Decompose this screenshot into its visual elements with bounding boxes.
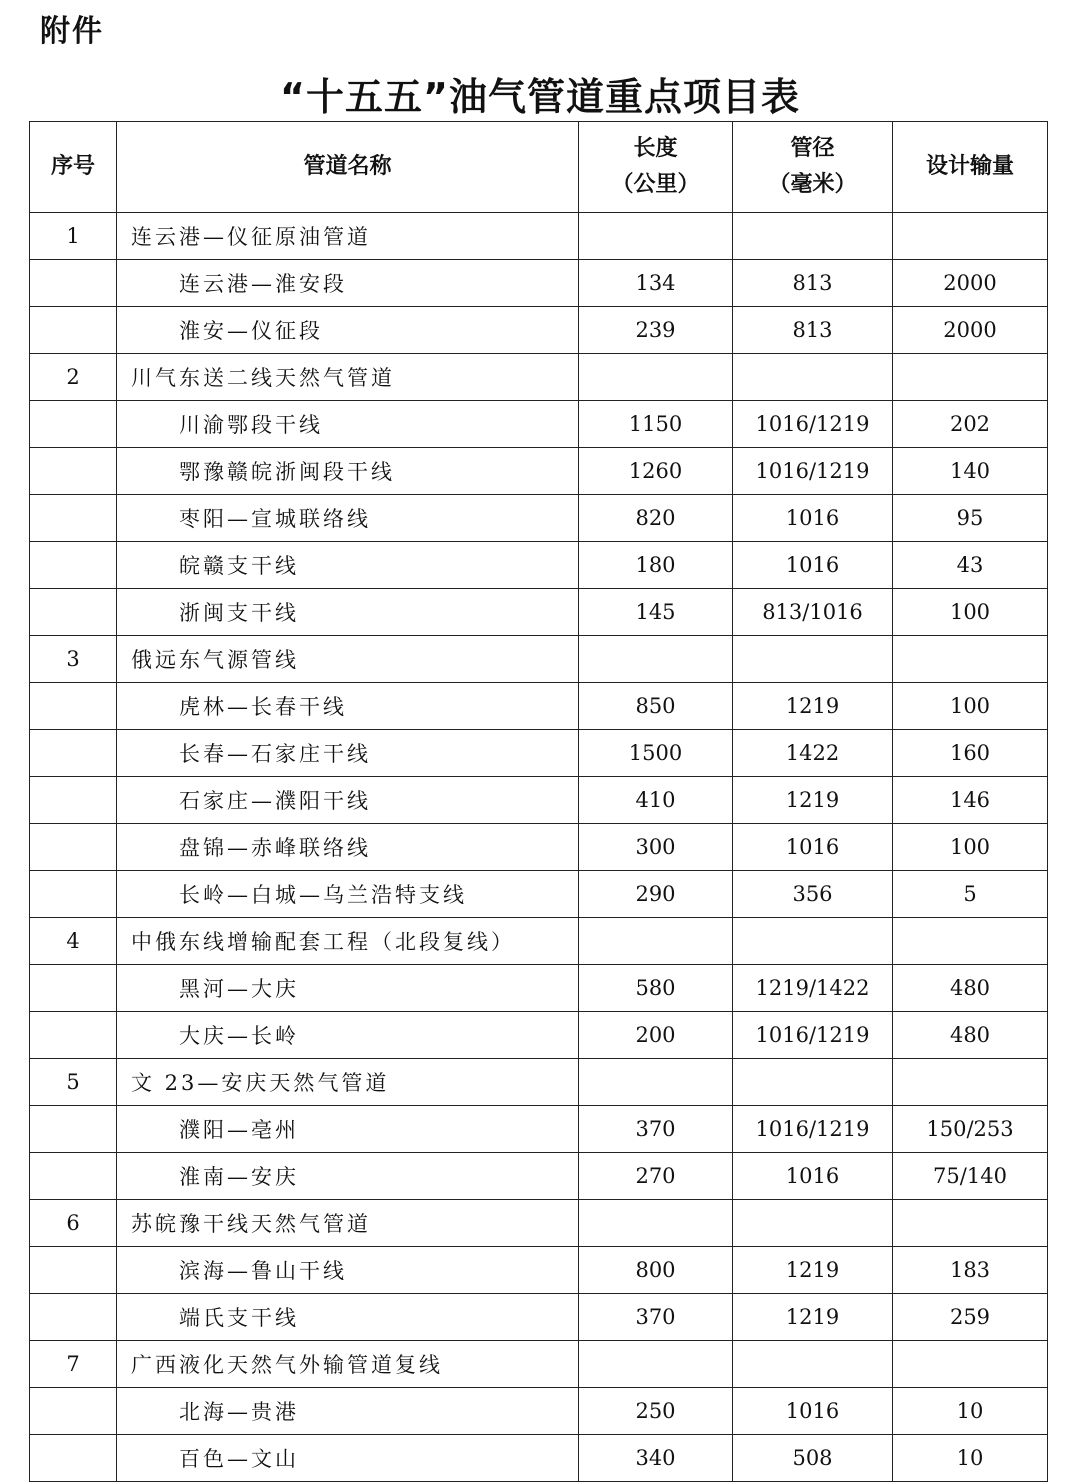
cell-length: 145	[579, 589, 733, 636]
cell-diameter	[733, 1200, 893, 1247]
pipeline-projects-table	[29, 121, 1048, 1482]
cell-no	[30, 542, 117, 589]
header-diameter	[733, 122, 893, 213]
table-row-group	[30, 636, 1048, 683]
cell-no	[30, 965, 117, 1012]
cell-pipeline-name: 淮南—安庆	[117, 1153, 579, 1200]
cell-capacity	[893, 1059, 1048, 1106]
cell-pipeline-name: 滨海—鲁山干线	[117, 1247, 579, 1294]
cell-length: 370	[579, 1106, 733, 1153]
cell-diameter: 1016/1219	[733, 401, 893, 448]
cell-pipeline-name: 连云港—仪征原油管道	[117, 213, 579, 260]
cell-no	[30, 1247, 117, 1294]
attachment-label: 附件	[40, 14, 104, 49]
header-length-unit: （公里）	[611, 172, 700, 197]
table-body	[30, 213, 1048, 1482]
cell-no	[30, 307, 117, 354]
cell-pipeline-name: 端氏支干线	[117, 1294, 579, 1341]
cell-pipeline-name: 淮安—仪征段	[117, 307, 579, 354]
cell-pipeline-name: 广西液化天然气外输管道复线	[117, 1341, 579, 1388]
cell-length	[579, 1200, 733, 1247]
cell-no	[30, 495, 117, 542]
cell-capacity: 100	[893, 589, 1048, 636]
table-row	[30, 542, 1048, 589]
table-row	[30, 1435, 1048, 1482]
cell-pipeline-name: 连云港—淮安段	[117, 260, 579, 307]
cell-no	[30, 448, 117, 495]
cell-length: 300	[579, 824, 733, 871]
cell-diameter	[733, 918, 893, 965]
cell-capacity: 202	[893, 401, 1048, 448]
cell-diameter: 1016/1219	[733, 1012, 893, 1059]
cell-length	[579, 354, 733, 401]
cell-no	[30, 1435, 117, 1482]
cell-no: 5	[30, 1059, 117, 1106]
cell-pipeline-name: 北海—贵港	[117, 1388, 579, 1435]
cell-no	[30, 589, 117, 636]
table-row	[30, 401, 1048, 448]
cell-capacity: 75/140	[893, 1153, 1048, 1200]
cell-diameter: 1219	[733, 1247, 893, 1294]
cell-length: 250	[579, 1388, 733, 1435]
cell-length: 1500	[579, 730, 733, 777]
table-row-group	[30, 918, 1048, 965]
cell-length: 580	[579, 965, 733, 1012]
document-title: “十五五”油气管道重点项目表	[280, 75, 800, 119]
cell-length: 1260	[579, 448, 733, 495]
cell-capacity: 100	[893, 824, 1048, 871]
cell-diameter	[733, 1059, 893, 1106]
cell-diameter: 1016	[733, 542, 893, 589]
table-row	[30, 307, 1048, 354]
table-row	[30, 1247, 1048, 1294]
cell-no	[30, 260, 117, 307]
cell-diameter: 1219/1422	[733, 965, 893, 1012]
cell-pipeline-name: 苏皖豫干线天然气管道	[117, 1200, 579, 1247]
table-row	[30, 824, 1048, 871]
cell-pipeline-name: 浙闽支干线	[117, 589, 579, 636]
cell-pipeline-name: 大庆—长岭	[117, 1012, 579, 1059]
table-row	[30, 448, 1048, 495]
cell-length: 239	[579, 307, 733, 354]
cell-pipeline-name: 文 23—安庆天然气管道	[117, 1059, 579, 1106]
cell-pipeline-name: 虎林—长春干线	[117, 683, 579, 730]
cell-length	[579, 1059, 733, 1106]
cell-no	[30, 1106, 117, 1153]
cell-capacity: 43	[893, 542, 1048, 589]
cell-pipeline-name: 百色—文山	[117, 1435, 579, 1482]
cell-diameter	[733, 1341, 893, 1388]
table-row	[30, 777, 1048, 824]
header-capacity: 设计输量	[893, 122, 1048, 213]
cell-capacity: 160	[893, 730, 1048, 777]
cell-pipeline-name: 俄远东气源管线	[117, 636, 579, 683]
table-row-group	[30, 1341, 1048, 1388]
table-header-row	[30, 122, 1048, 213]
cell-pipeline-name: 石家庄—濮阳干线	[117, 777, 579, 824]
cell-diameter: 1016	[733, 824, 893, 871]
cell-no	[30, 401, 117, 448]
cell-capacity: 5	[893, 871, 1048, 918]
cell-no	[30, 1153, 117, 1200]
cell-pipeline-name: 黑河—大庆	[117, 965, 579, 1012]
header-diameter-unit: （毫米）	[768, 172, 857, 197]
cell-length: 800	[579, 1247, 733, 1294]
table-row	[30, 1294, 1048, 1341]
cell-pipeline-name: 川气东送二线天然气管道	[117, 354, 579, 401]
cell-diameter: 1219	[733, 683, 893, 730]
cell-capacity: 480	[893, 1012, 1048, 1059]
cell-diameter	[733, 636, 893, 683]
cell-no: 1	[30, 213, 117, 260]
cell-no	[30, 777, 117, 824]
table-row-group	[30, 1059, 1048, 1106]
cell-diameter: 813	[733, 260, 893, 307]
cell-capacity: 183	[893, 1247, 1048, 1294]
cell-diameter: 356	[733, 871, 893, 918]
cell-no	[30, 824, 117, 871]
cell-capacity	[893, 1341, 1048, 1388]
cell-length	[579, 636, 733, 683]
cell-diameter: 1016	[733, 1153, 893, 1200]
cell-capacity: 95	[893, 495, 1048, 542]
cell-length: 290	[579, 871, 733, 918]
cell-diameter: 1016/1219	[733, 448, 893, 495]
cell-pipeline-name: 盘锦—赤峰联络线	[117, 824, 579, 871]
cell-length: 370	[579, 1294, 733, 1341]
cell-no: 6	[30, 1200, 117, 1247]
cell-capacity: 2000	[893, 307, 1048, 354]
cell-no: 4	[30, 918, 117, 965]
cell-no: 3	[30, 636, 117, 683]
cell-pipeline-name: 中俄东线增输配套工程（北段复线）	[117, 918, 579, 965]
table-row	[30, 589, 1048, 636]
cell-pipeline-name: 皖赣支干线	[117, 542, 579, 589]
cell-capacity: 480	[893, 965, 1048, 1012]
header-diameter-label: 管径	[790, 136, 835, 161]
cell-no	[30, 730, 117, 777]
cell-capacity: 2000	[893, 260, 1048, 307]
cell-diameter: 1219	[733, 777, 893, 824]
cell-capacity: 10	[893, 1435, 1048, 1482]
header-length-label: 长度	[633, 136, 678, 161]
cell-diameter: 1219	[733, 1294, 893, 1341]
cell-length: 340	[579, 1435, 733, 1482]
cell-pipeline-name: 长岭—白城—乌兰浩特支线	[117, 871, 579, 918]
table-row	[30, 495, 1048, 542]
table-row	[30, 1012, 1048, 1059]
table-row	[30, 1106, 1048, 1153]
cell-length	[579, 1341, 733, 1388]
cell-pipeline-name: 濮阳—亳州	[117, 1106, 579, 1153]
cell-pipeline-name: 鄂豫赣皖浙闽段干线	[117, 448, 579, 495]
table-row	[30, 1153, 1048, 1200]
table-row-group	[30, 354, 1048, 401]
cell-capacity	[893, 636, 1048, 683]
cell-diameter	[733, 213, 893, 260]
cell-capacity: 100	[893, 683, 1048, 730]
table-row-group	[30, 213, 1048, 260]
cell-diameter: 1422	[733, 730, 893, 777]
cell-diameter	[733, 354, 893, 401]
cell-pipeline-name: 长春—石家庄干线	[117, 730, 579, 777]
cell-no: 2	[30, 354, 117, 401]
cell-length: 850	[579, 683, 733, 730]
cell-diameter: 1016	[733, 495, 893, 542]
cell-diameter: 813	[733, 307, 893, 354]
table-row-group	[30, 1200, 1048, 1247]
header-length	[579, 122, 733, 213]
cell-capacity: 140	[893, 448, 1048, 495]
cell-no: 7	[30, 1341, 117, 1388]
cell-diameter: 508	[733, 1435, 893, 1482]
cell-length	[579, 213, 733, 260]
cell-length: 180	[579, 542, 733, 589]
cell-capacity	[893, 1200, 1048, 1247]
cell-capacity	[893, 918, 1048, 965]
header-name: 管道名称	[117, 122, 579, 213]
table-row	[30, 1388, 1048, 1435]
cell-capacity: 146	[893, 777, 1048, 824]
cell-pipeline-name: 枣阳—宣城联络线	[117, 495, 579, 542]
cell-no	[30, 1294, 117, 1341]
cell-length: 270	[579, 1153, 733, 1200]
cell-no	[30, 1388, 117, 1435]
cell-capacity: 259	[893, 1294, 1048, 1341]
table-row	[30, 260, 1048, 307]
cell-capacity	[893, 213, 1048, 260]
cell-no	[30, 1012, 117, 1059]
cell-length: 410	[579, 777, 733, 824]
cell-diameter: 1016	[733, 1388, 893, 1435]
cell-capacity	[893, 354, 1048, 401]
header-no: 序号	[30, 122, 117, 213]
cell-diameter: 813/1016	[733, 589, 893, 636]
cell-pipeline-name: 川渝鄂段干线	[117, 401, 579, 448]
cell-length: 200	[579, 1012, 733, 1059]
cell-capacity: 10	[893, 1388, 1048, 1435]
cell-length: 1150	[579, 401, 733, 448]
table-row	[30, 871, 1048, 918]
table-row	[30, 683, 1048, 730]
cell-no	[30, 683, 117, 730]
cell-length: 820	[579, 495, 733, 542]
cell-diameter: 1016/1219	[733, 1106, 893, 1153]
cell-length: 134	[579, 260, 733, 307]
table-row	[30, 730, 1048, 777]
cell-capacity: 150/253	[893, 1106, 1048, 1153]
table-row	[30, 965, 1048, 1012]
cell-no	[30, 871, 117, 918]
cell-length	[579, 918, 733, 965]
